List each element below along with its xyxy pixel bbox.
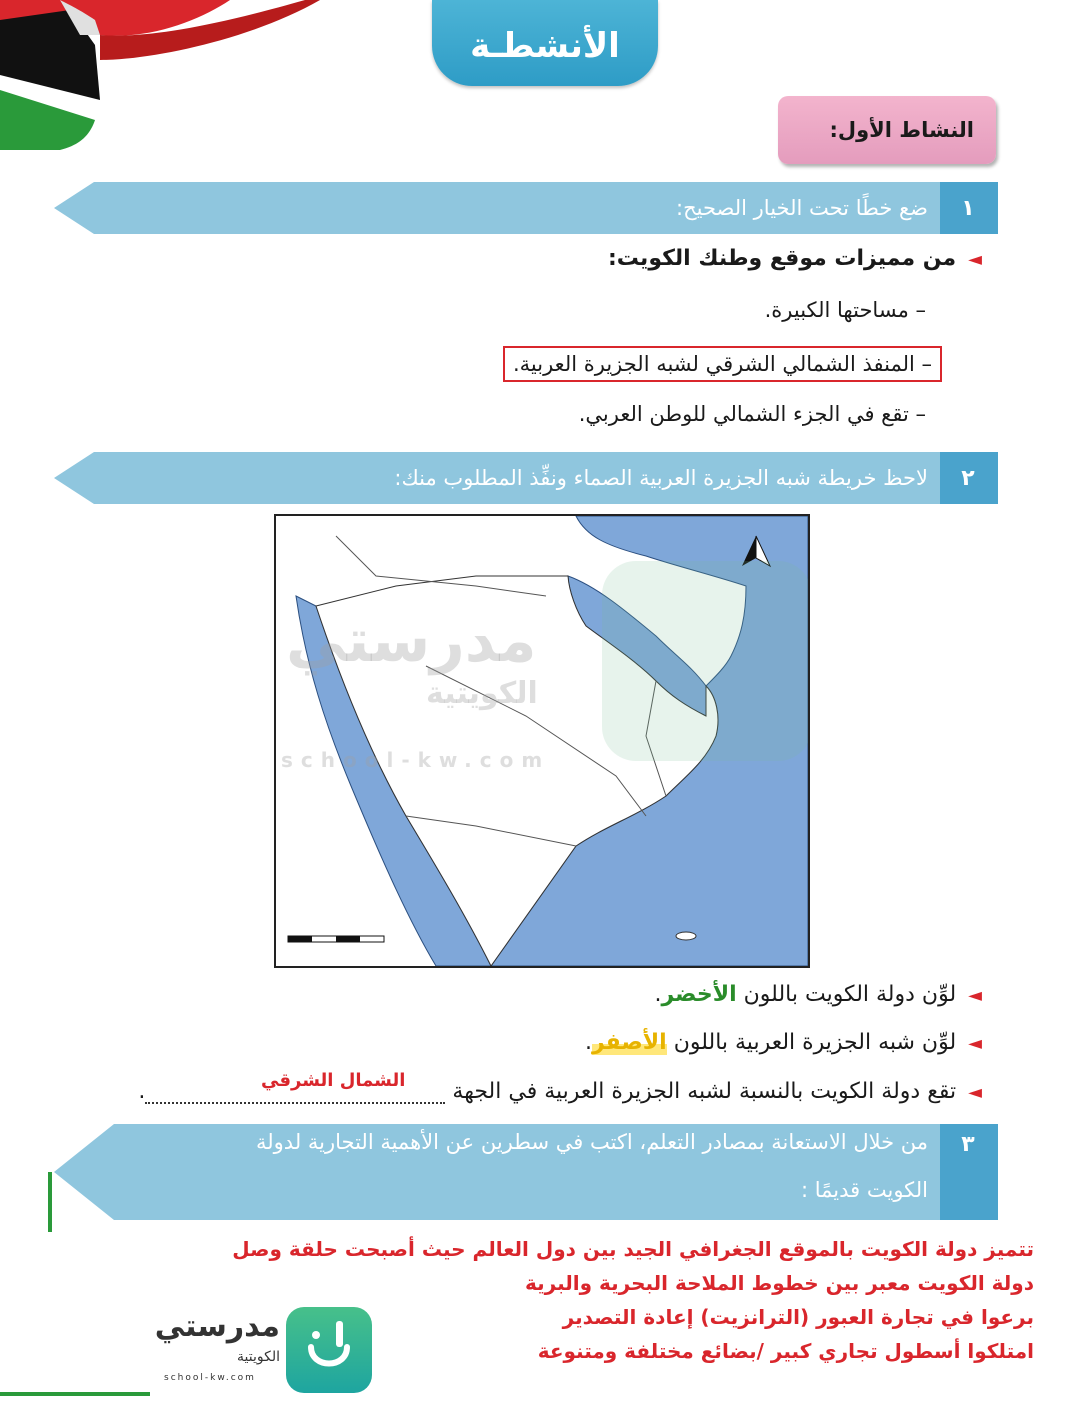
color-word-yellow: الأصفر (591, 1030, 667, 1055)
q2-item-2 (585, 1030, 982, 1055)
question-number: ٣ (961, 1132, 975, 1157)
question-instruction: ضع خطًا تحت الخيار الصحيح: (676, 196, 928, 220)
kuwait-flag-ribbon (0, 0, 320, 150)
item-text: لوِّن شبه الجزيرة العربية باللون (673, 1030, 957, 1055)
period: . (584, 1030, 592, 1055)
arabian-peninsula-blank-map (274, 514, 810, 968)
q2-item-1 (654, 982, 982, 1007)
option-2-selected[interactable]: – المنفذ الشمالي الشرقي لشبه الجزيرة العربية. (503, 346, 942, 382)
option-3[interactable]: – تقع في الجزء الشمالي للوطن العربي. (578, 402, 926, 426)
answer-line: دولة الكويت معبر بين خطوط الملاحة البحرية والبرية (524, 1271, 1034, 1295)
watermark-sub: الكويتية (426, 676, 538, 711)
bullet-triangle-icon: ◄ (968, 985, 982, 1006)
question-number: ٢ (961, 465, 975, 491)
bullet-triangle-icon: ◄ (968, 1033, 982, 1054)
question-instruction: لاحظ خريطة شبه الجزيرة العربية الصماء ونفِّذ المطلوب منك: (394, 466, 928, 490)
watermark-name: مدرستي (286, 606, 537, 676)
answer-text: الشمال الشرقي (261, 1070, 406, 1091)
logo-sub: الكويتية (237, 1349, 280, 1365)
bullet-triangle-icon: ◄ (968, 1082, 982, 1103)
activity-label: النشاط الأول: (778, 96, 996, 164)
question-instruction-line-2: الكويت قديمًا : (800, 1178, 928, 1202)
logo-url: school-kw.com (164, 1373, 256, 1383)
question-3-band (54, 1124, 998, 1220)
question-2-band (54, 452, 998, 504)
q1-stem (608, 246, 982, 271)
page-title-tab: الأنشطـة (432, 0, 658, 86)
watermark-logo-icon (602, 561, 810, 761)
option-1[interactable]: – مساحتها الكبيرة. (764, 298, 926, 322)
question-number: ١ (961, 195, 975, 221)
question-1-band (54, 182, 998, 234)
logo-name: مدرستي (154, 1309, 280, 1344)
item-text: لوِّن دولة الكويت باللون (743, 982, 957, 1007)
answer-line: برعوا في تجارة العبور (الترانزيت) إعادة التصدير (562, 1305, 1034, 1329)
color-word-green: الأخضر (661, 982, 737, 1007)
watermark-url: school-kw.com (281, 748, 551, 772)
period: . (138, 1079, 146, 1104)
answer-blank[interactable] (145, 1070, 445, 1104)
period: . (654, 982, 662, 1007)
answer-line: امتلكوا أسطول تجاري كبير /بضائع مختلفة ومتنوعة (537, 1339, 1034, 1363)
green-footer-line (0, 1392, 150, 1396)
item-text: تقع دولة الكويت بالنسبة لشبه الجزيرة العربية في الجهة (452, 1079, 957, 1104)
answer-line: تتميز دولة الكويت بالموقع الجغرافي الجيد بين دول العالم حيث أصبحت حلقة وصل (232, 1237, 1034, 1261)
q2-item-3 (138, 1070, 982, 1104)
question-instruction-line-1: من خلال الاستعانة بمصادر التعلم، اكتب في سطرين عن الأهمية التجارية لدولة (256, 1130, 928, 1154)
bullet-triangle-icon: ◄ (968, 249, 982, 270)
logo-app-icon (286, 1307, 372, 1393)
green-edge-mark (48, 1172, 52, 1232)
q1-stem-text: من مميزات موقع وطنك الكويت: (607, 246, 957, 271)
madrasati-logo (154, 1307, 374, 1395)
